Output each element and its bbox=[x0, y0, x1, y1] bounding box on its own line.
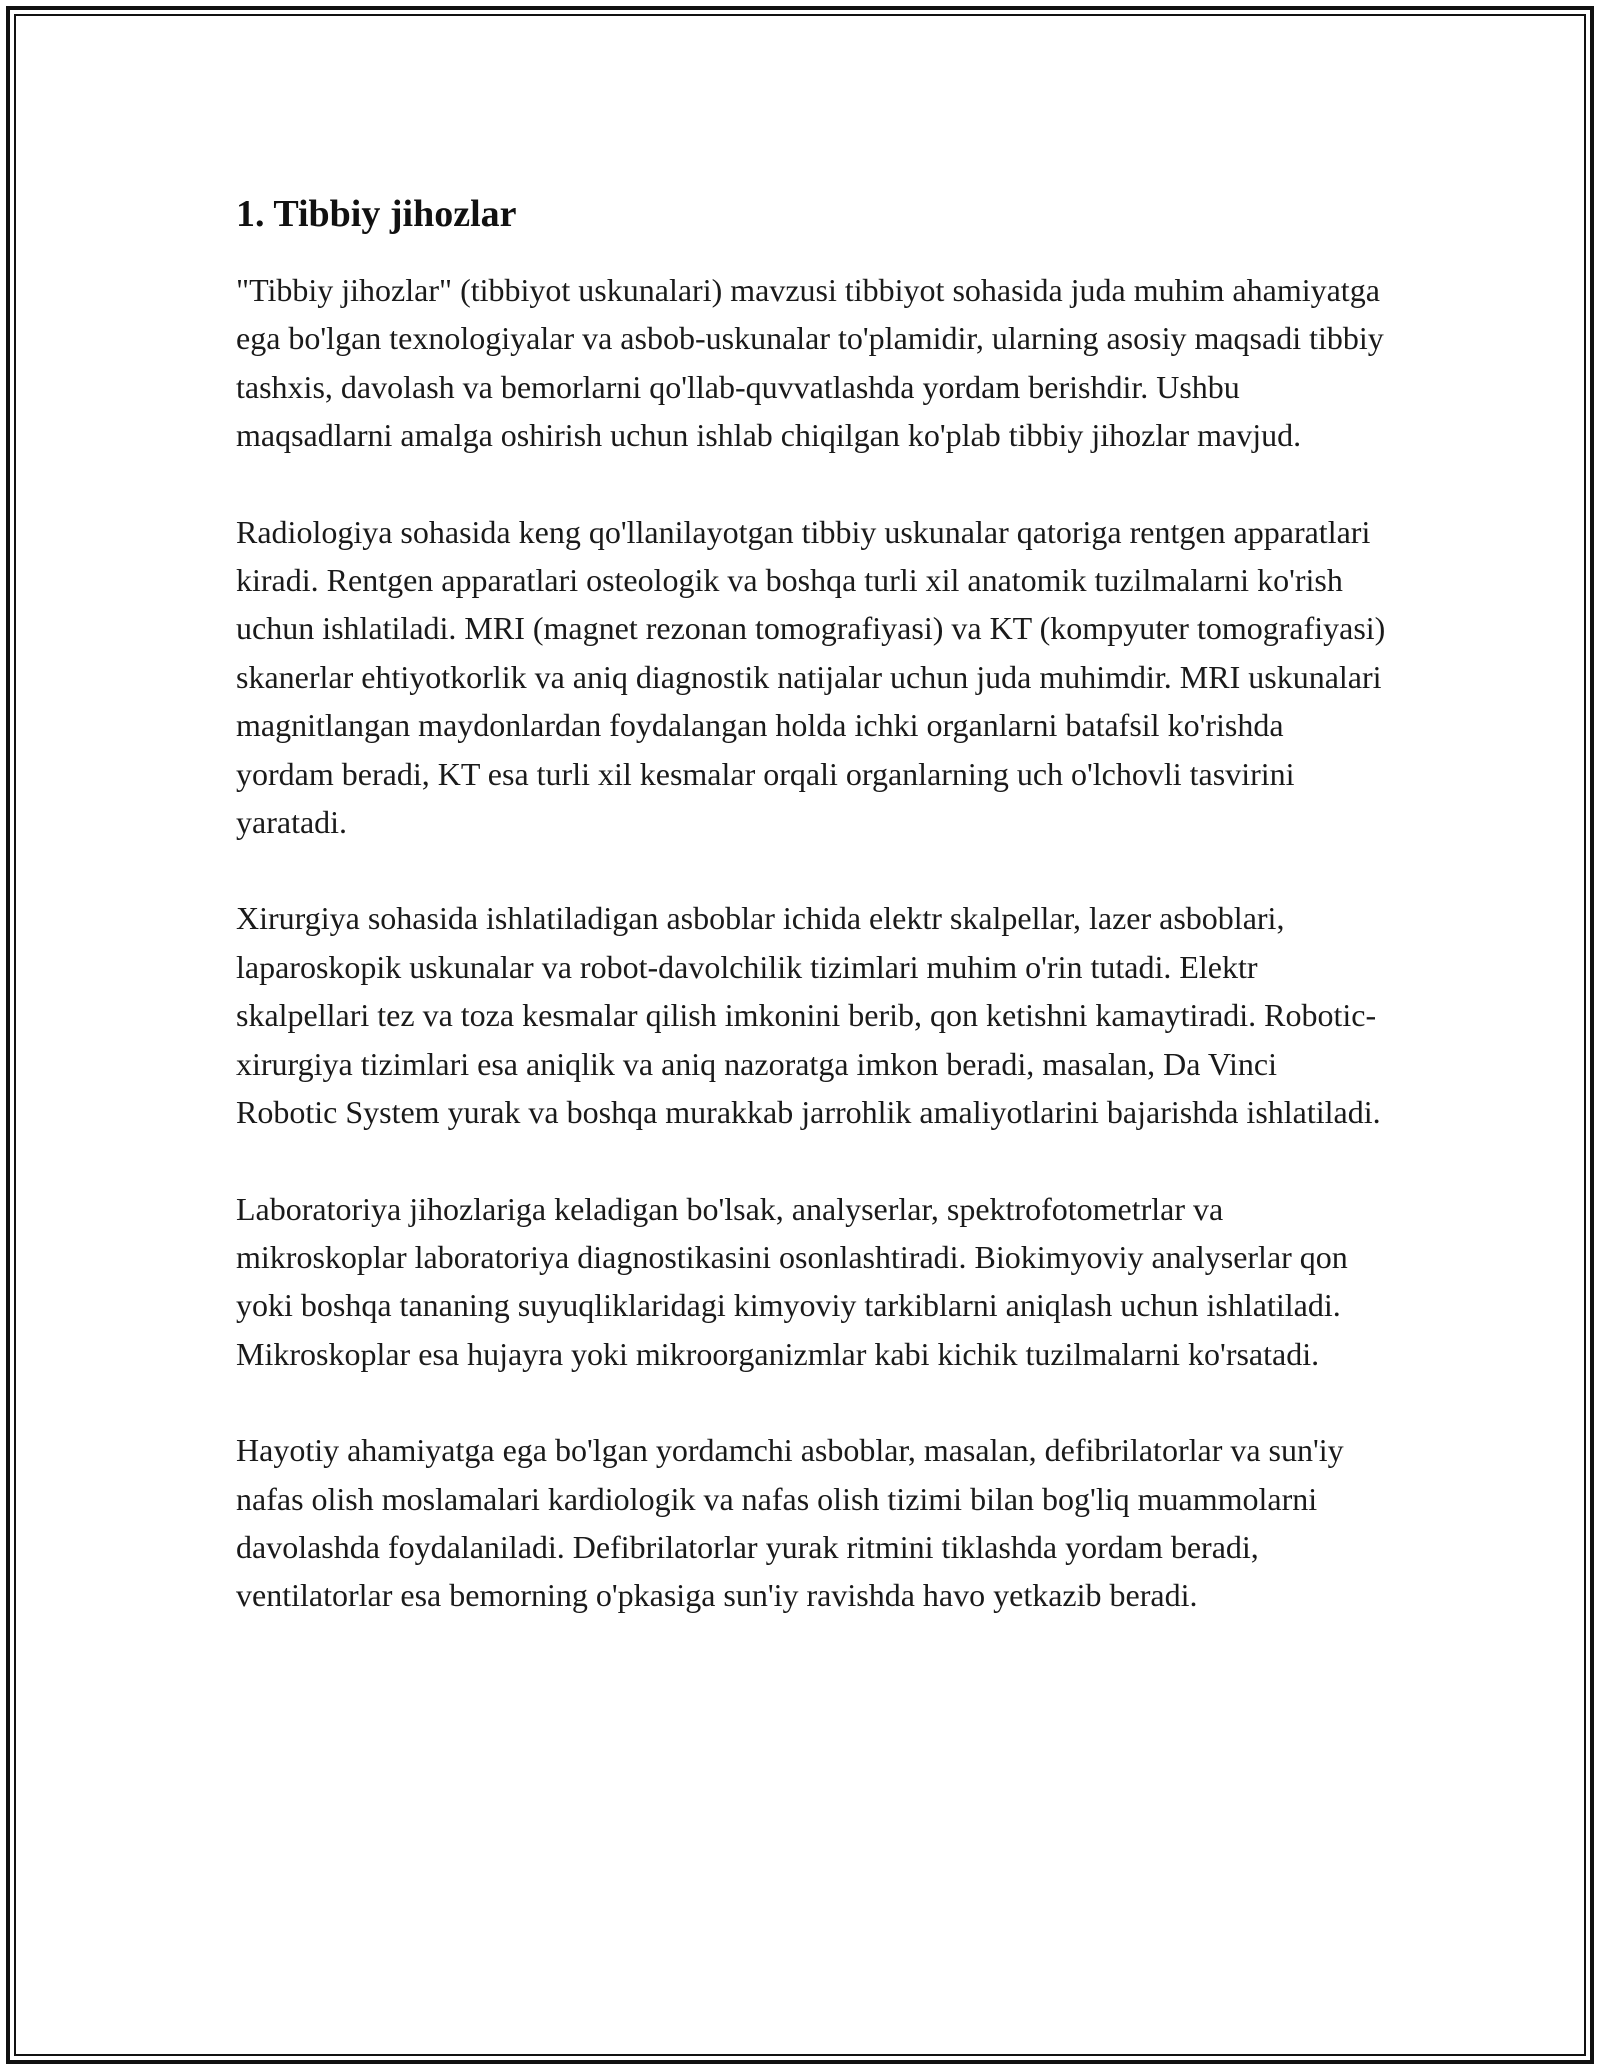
paragraph-intro: "Tibbiy jihozlar" (tibbiyot uskunalari) mavzusi tibbiyot sohasida juda muhim ahamiyatga ega bo'lgan texnologiyalar va asbob-uskunalar to'plamidir, ularning asosiy maqsadi tibbiy tashxis, davolash va bemorlarni qo'llab-quvvatlashda yordam berishdir. Ushbu maqsadlarni amalga oshirish uchun ishlab chiqilgan ko'plab tibbiy jihozlar mavjud. bbox=[236, 272, 1384, 454]
paragraph-surgery: Xirurgiya sohasida ishlatiladigan asboblar ichida elektr skalpellar, lazer asboblari, laparoskopik uskunalar va robot-davolchilik tizimlari muhim o'rin tutadi. Elektr skalpellari tez va toza kesmalar qilish imkonini berib, qon ketishni kamaytiradi. Robotic-xirurgiya tizimlari esa aniqlik va aniq nazoratga imkon beradi, masalan, Da Vinci Robotic System yurak va boshqa murakkab jarrohlik amaliyotlarini bajarishda ishlatiladi. bbox=[236, 900, 1381, 1131]
section-heading: 1. Tibbiy jihozlar bbox=[236, 193, 517, 235]
paragraph-radiology: Radiologiya sohasida keng qo'llanilayotgan tibbiy uskunalar qatoriga rentgen apparatlari kiradi. Rentgen apparatlari osteologik va boshqa turli xil anatomik tuzilmalarni ko'rish uchun ishlatiladi. MRI (magnet rezonan tomografiyasi) va KT (kompyuter tomografiyasi) skanerlar ehtiyotkorlik va aniq diagnostik natijalar uchun juda muhimdir. MRI uskunalari magnitlangan maydonlardan foydalangan holda ichki organlarni batafsil ko'rishda yordam beradi, KT esa turli xil kesmalar orqali organlarning uch o'lchovli tasvirini yaratadi. bbox=[236, 513, 1386, 841]
paragraph-laboratory: Laboratoriya jihozlariga keladigan bo'lsak, analyserlar, spektrofotometrlar va mikroskoplar laboratoriya diagnostikasini osonlashtiradi. Biokimyoviy analyserlar qon yoki boshqa tananing suyuqliklaridagi kimyoviy tarkiblarni aniqlash uchun ishlatiladi. Mikroskoplar esa hujayra yoki mikroorganizmlar kabi kichik tuzilmalarni ko'rsatadi. bbox=[236, 1190, 1348, 1372]
paragraph-life-support: Hayotiy ahamiyatga ega bo'lgan yordamchi asboblar, masalan, defibrilatorlar va sun'iy nafas olish moslamalari kardiologik va nafas olish tizimi bilan bog'liq muammolarni davolashda foydalaniladi. Defibrilatorlar yurak ritmini tiklashda yordam beradi, ventilatorlar esa bemorning o'pkasiga sun'iy ravishda havo yetkazib beradi. bbox=[236, 1432, 1344, 1614]
document-body bbox=[236, 188, 1386, 1668]
